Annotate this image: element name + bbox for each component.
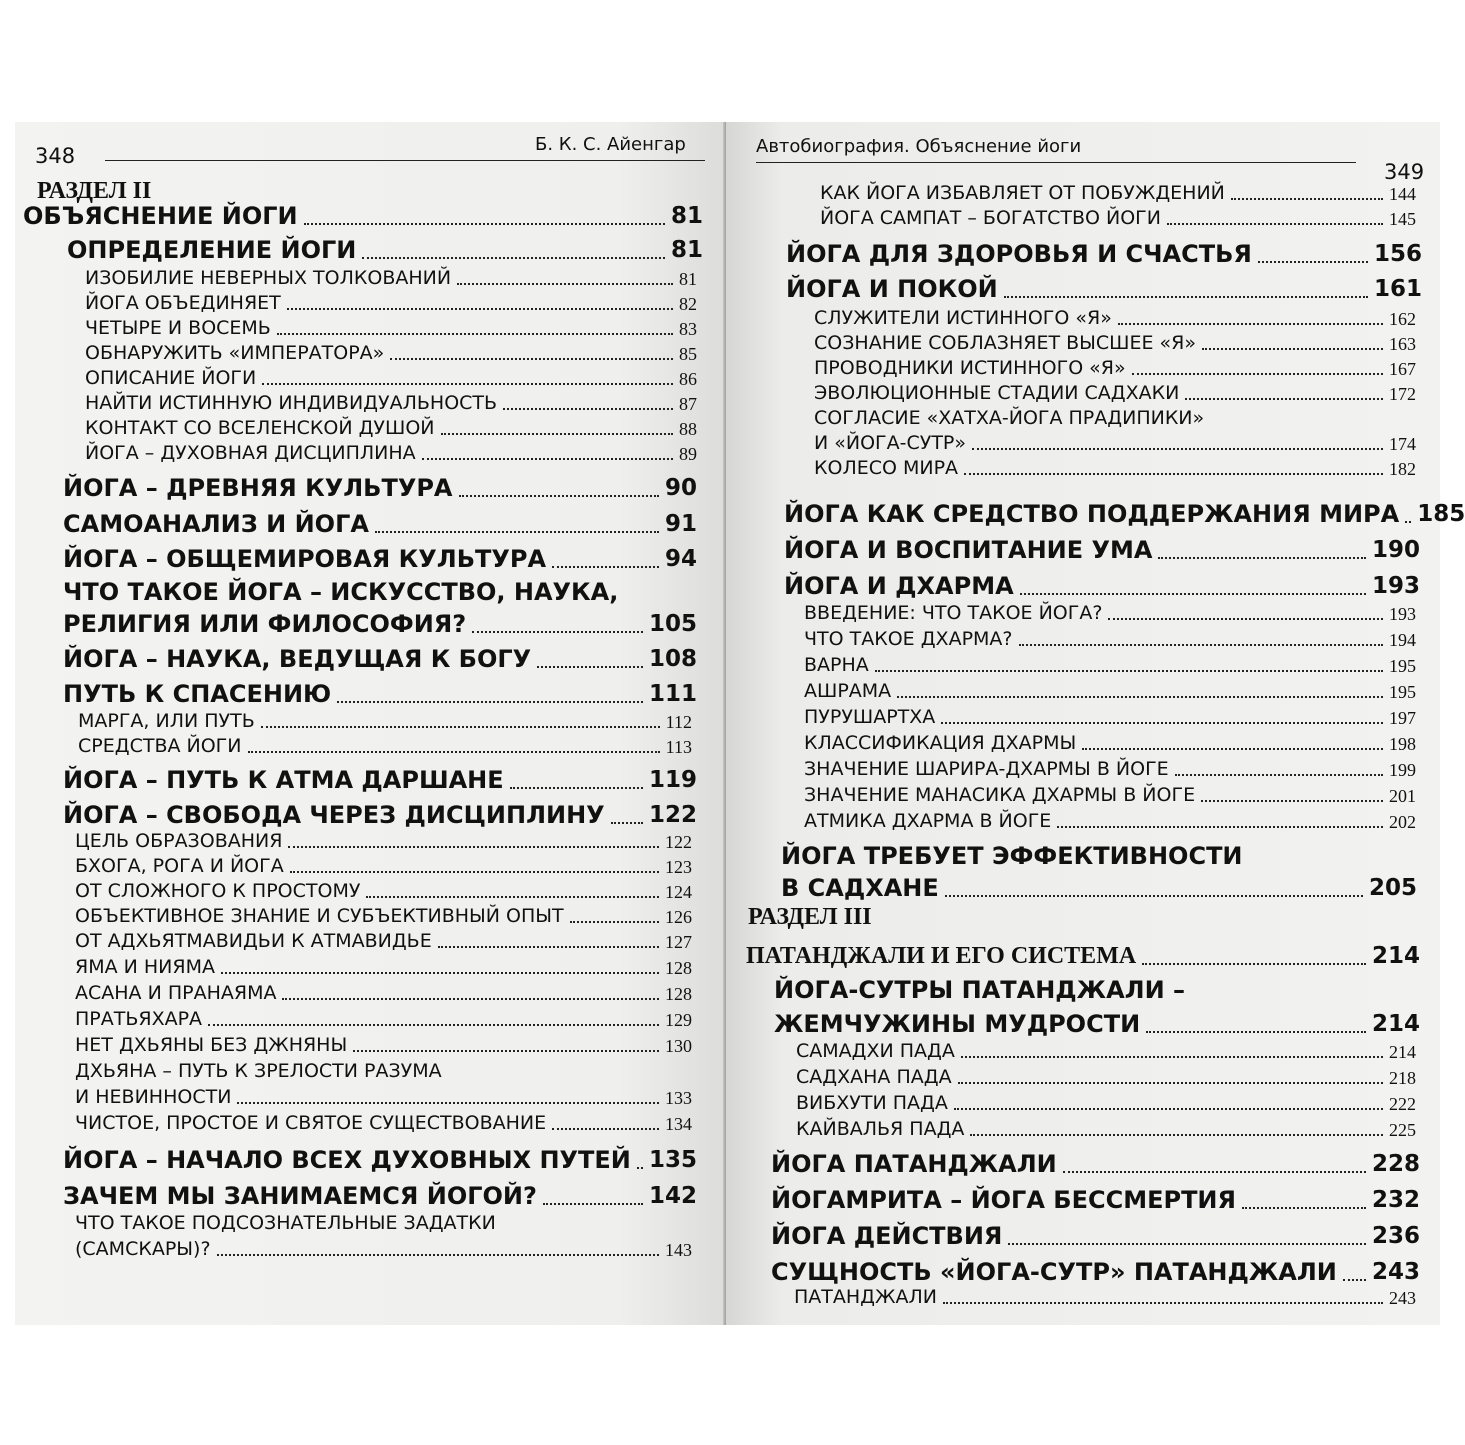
toc-entry[interactable]: ЙОГА ДЛЯ ЗДОРОВЬЯ И СЧАСТЬЯ 156 [786, 240, 1422, 268]
running-head: Автобиография. Объяснение йоги [756, 136, 1082, 157]
toc-entry[interactable]: ЧТО ТАКОЕ ЙОГА – ИСКУССТВО, НАУКА, [63, 578, 619, 606]
toc-entry[interactable]: ЙОГА – ДРЕВНЯЯ КУЛЬТУРА 90 [63, 474, 697, 502]
toc-entry[interactable]: АСАНА И ПРАНАЯМА 128 [75, 982, 692, 1004]
toc-entry[interactable]: ЦЕЛЬ ОБРАЗОВАНИЯ 122 [75, 830, 692, 852]
toc-entry[interactable]: ЙОГА ТРЕБУЕТ ЭФФЕКТИВНОСТИ [781, 842, 1243, 870]
book-spread [15, 122, 1465, 1325]
section-label: РАЗДЕЛ II [37, 178, 152, 204]
toc-entry[interactable]: ОБЪЯСНЕНИЕ ЙОГИ 81 [23, 202, 703, 230]
toc-entry[interactable]: СУЩНОСТЬ «ЙОГА-СУТР» ПАТАНДЖАЛИ 243 [771, 1258, 1420, 1286]
toc-entry[interactable]: ОПИСАНИЕ ЙОГИ 86 [85, 367, 697, 389]
toc-entry[interactable]: ЙОГА ОБЪЕДИНЯЕТ 82 [85, 292, 697, 314]
toc-entry[interactable]: В САДХАНЕ 205 [781, 874, 1417, 902]
toc-entry[interactable]: АШРАМА 195 [804, 680, 1416, 702]
left-page [15, 122, 726, 1325]
toc-entry[interactable]: КАК ЙОГА ИЗБАВЛЯЕТ ОТ ПОБУЖДЕНИЙ 144 [820, 182, 1416, 204]
header-rule [756, 162, 1356, 163]
toc-entry[interactable]: КЛАССИФИКАЦИЯ ДХАРМЫ 198 [804, 732, 1416, 754]
toc-entry[interactable]: ЯМА И НИЯМА 128 [75, 956, 692, 978]
page-number: 348 [35, 144, 76, 168]
toc-entry[interactable]: СРЕДСТВА ЙОГИ 113 [78, 735, 692, 757]
toc-entry[interactable]: РЕЛИГИЯ ИЛИ ФИЛОСОФИЯ? 105 [63, 610, 697, 638]
toc-entry[interactable]: ИЗОБИЛИЕ НЕВЕРНЫХ ТОЛКОВАНИЙ 81 [85, 267, 697, 289]
toc-entry[interactable]: ВВЕДЕНИЕ: ЧТО ТАКОЕ ЙОГА? 193 [804, 602, 1416, 624]
toc-entry[interactable]: ЧТО ТАКОЕ ПОДСОЗНАТЕЛЬНЫЕ ЗАДАТКИ [75, 1212, 496, 1234]
page-number: 349 [1384, 160, 1425, 184]
toc-entry[interactable]: ЧЕТЫРЕ И ВОСЕМЬ 83 [85, 317, 697, 339]
toc-entry[interactable]: ЙОГА – НАЧАЛО ВСЕХ ДУХОВНЫХ ПУТЕЙ 135 [63, 1146, 697, 1174]
toc-entry[interactable]: ОБЪЕКТИВНОЕ ЗНАНИЕ И СУБЪЕКТИВНЫЙ ОПЫТ 126 [75, 905, 692, 927]
header-rule [105, 160, 705, 161]
toc-entry[interactable]: ЙОГА САМПАТ – БОГАТСТВО ЙОГИ 145 [820, 207, 1416, 229]
toc-entry[interactable]: ОБНАРУЖИТЬ «ИМПЕРАТОРА» 85 [85, 342, 697, 364]
right-page [726, 122, 1465, 1325]
toc-entry[interactable]: СЛУЖИТЕЛИ ИСТИННОГО «Я» 162 [814, 307, 1416, 329]
toc-entry[interactable]: БХОГА, РОГА И ЙОГА 123 [75, 855, 692, 877]
toc-entry[interactable]: САМАДХИ ПАДА 214 [796, 1040, 1416, 1062]
toc-entry[interactable]: ЙОГА – ДУХОВНАЯ ДИСЦИПЛИНА 89 [85, 442, 697, 464]
toc-entry[interactable]: ПРОВОДНИКИ ИСТИННОГО «Я» 167 [814, 357, 1416, 379]
toc-entry[interactable]: АТМИКА ДХАРМА В ЙОГЕ 202 [804, 810, 1416, 832]
toc-entry[interactable]: ЖЕМЧУЖИНЫ МУДРОСТИ 214 [774, 1010, 1420, 1038]
toc-entry[interactable]: ЙОГА ПАТАНДЖАЛИ 228 [771, 1150, 1420, 1178]
toc-entry[interactable]: ПУРУШАРТХА 197 [804, 706, 1416, 728]
toc-entry[interactable]: ЗАЧЕМ МЫ ЗАНИМАЕМСЯ ЙОГОЙ? 142 [63, 1182, 697, 1210]
toc-entry[interactable]: ЙОГА – ПУТЬ К АТМА ДАРШАНЕ 119 [63, 766, 697, 794]
toc-entry[interactable]: ОТ АДХЬЯТМАВИДЬИ К АТМАВИДЬЕ 127 [75, 930, 692, 952]
toc-entry[interactable]: И «ЙОГА-СУТР» 174 [814, 432, 1416, 454]
toc-entry[interactable]: ЗНАЧЕНИЕ ШАРИРА-ДХАРМЫ В ЙОГЕ 199 [804, 758, 1416, 780]
toc-entry[interactable]: СОЗНАНИЕ СОБЛАЗНЯЕТ ВЫСШЕЕ «Я» 163 [814, 332, 1416, 354]
toc-entry[interactable]: ПАТАНДЖАЛИ 243 [794, 1286, 1416, 1308]
toc-entry[interactable]: САМОАНАЛИЗ И ЙОГА 91 [63, 510, 697, 538]
section-label: РАЗДЕЛ III [748, 904, 872, 930]
toc-entry[interactable]: САДХАНА ПАДА 218 [796, 1066, 1416, 1088]
toc-entry[interactable]: ЙОГА ДЕЙСТВИЯ 236 [771, 1222, 1420, 1250]
toc-entry[interactable]: КОНТАКТ СО ВСЕЛЕНСКОЙ ДУШОЙ 88 [85, 417, 697, 439]
toc-entry[interactable]: (САМСКАРЫ)? 143 [75, 1238, 692, 1260]
toc-entry[interactable]: ОТ СЛОЖНОГО К ПРОСТОМУ 124 [75, 880, 692, 902]
toc-entry[interactable]: ЗНАЧЕНИЕ МАНАСИКА ДХАРМЫ В ЙОГЕ 201 [804, 784, 1416, 806]
toc-entry[interactable]: СОГЛАСИЕ «ХАТХА-ЙОГА ПРАДИПИКИ» [814, 407, 1205, 429]
toc-entry[interactable]: ОПРЕДЕЛЕНИЕ ЙОГИ 81 [67, 236, 703, 264]
toc-entry[interactable]: ПРАТЬЯХАРА 129 [75, 1008, 692, 1030]
toc-entry[interactable]: ЙОГА И ДХАРМА 193 [784, 572, 1420, 600]
toc-entry[interactable]: ЙОГА КАК СРЕДСТВО ПОДДЕРЖАНИЯ МИРА 185 [784, 500, 1465, 528]
toc-entry[interactable]: ЧТО ТАКОЕ ДХАРМА? 194 [804, 628, 1416, 650]
toc-entry[interactable]: ЙОГАМРИТА – ЙОГА БЕССМЕРТИЯ 232 [771, 1186, 1420, 1214]
toc-entry[interactable]: ЭВОЛЮЦИОННЫЕ СТАДИИ САДХАКИ 172 [814, 382, 1416, 404]
toc-entry[interactable]: НЕТ ДХЬЯНЫ БЕЗ ДЖНЯНЫ 130 [75, 1034, 692, 1056]
toc-entry[interactable]: НАЙТИ ИСТИННУЮ ИНДИВИДУАЛЬНОСТЬ 87 [85, 392, 697, 414]
toc-entry[interactable]: ДХЬЯНА – ПУТЬ К ЗРЕЛОСТИ РАЗУМА [75, 1060, 442, 1082]
toc-entry[interactable]: ПАТАНДЖАЛИ И ЕГО СИСТЕМА 214 [746, 943, 1420, 969]
toc-entry[interactable]: КОЛЕСО МИРА 182 [814, 457, 1416, 479]
running-head: Б. К. С. Айенгар [535, 134, 686, 155]
toc-entry[interactable]: ЙОГА-СУТРЫ ПАТАНДЖАЛИ – [774, 976, 1186, 1004]
toc-entry[interactable]: ЙОГА И ПОКОЙ 161 [786, 275, 1422, 303]
toc-entry[interactable]: КАЙВАЛЬЯ ПАДА 225 [796, 1118, 1416, 1140]
toc-entry[interactable]: ЙОГА – СВОБОДА ЧЕРЕЗ ДИСЦИПЛИНУ 122 [63, 801, 697, 829]
toc-entry[interactable]: И НЕВИННОСТИ 133 [75, 1086, 692, 1108]
toc-entry[interactable]: ПУТЬ К СПАСЕНИЮ 111 [63, 680, 697, 708]
toc-entry[interactable]: МАРГА, ИЛИ ПУТЬ 112 [78, 710, 692, 732]
toc-entry[interactable]: ЙОГА – ОБЩЕМИРОВАЯ КУЛЬТУРА 94 [63, 545, 697, 573]
toc-entry[interactable]: ЙОГА – НАУКА, ВЕДУЩАЯ К БОГУ 108 [63, 645, 697, 673]
toc-entry[interactable]: ВИБХУТИ ПАДА 222 [796, 1092, 1416, 1114]
toc-entry[interactable]: ЧИСТОЕ, ПРОСТОЕ И СВЯТОЕ СУЩЕСТВОВАНИЕ 134 [75, 1112, 692, 1134]
toc-entry[interactable]: ВАРНА 195 [804, 654, 1416, 676]
toc-entry[interactable]: ЙОГА И ВОСПИТАНИЕ УМА 190 [784, 536, 1420, 564]
